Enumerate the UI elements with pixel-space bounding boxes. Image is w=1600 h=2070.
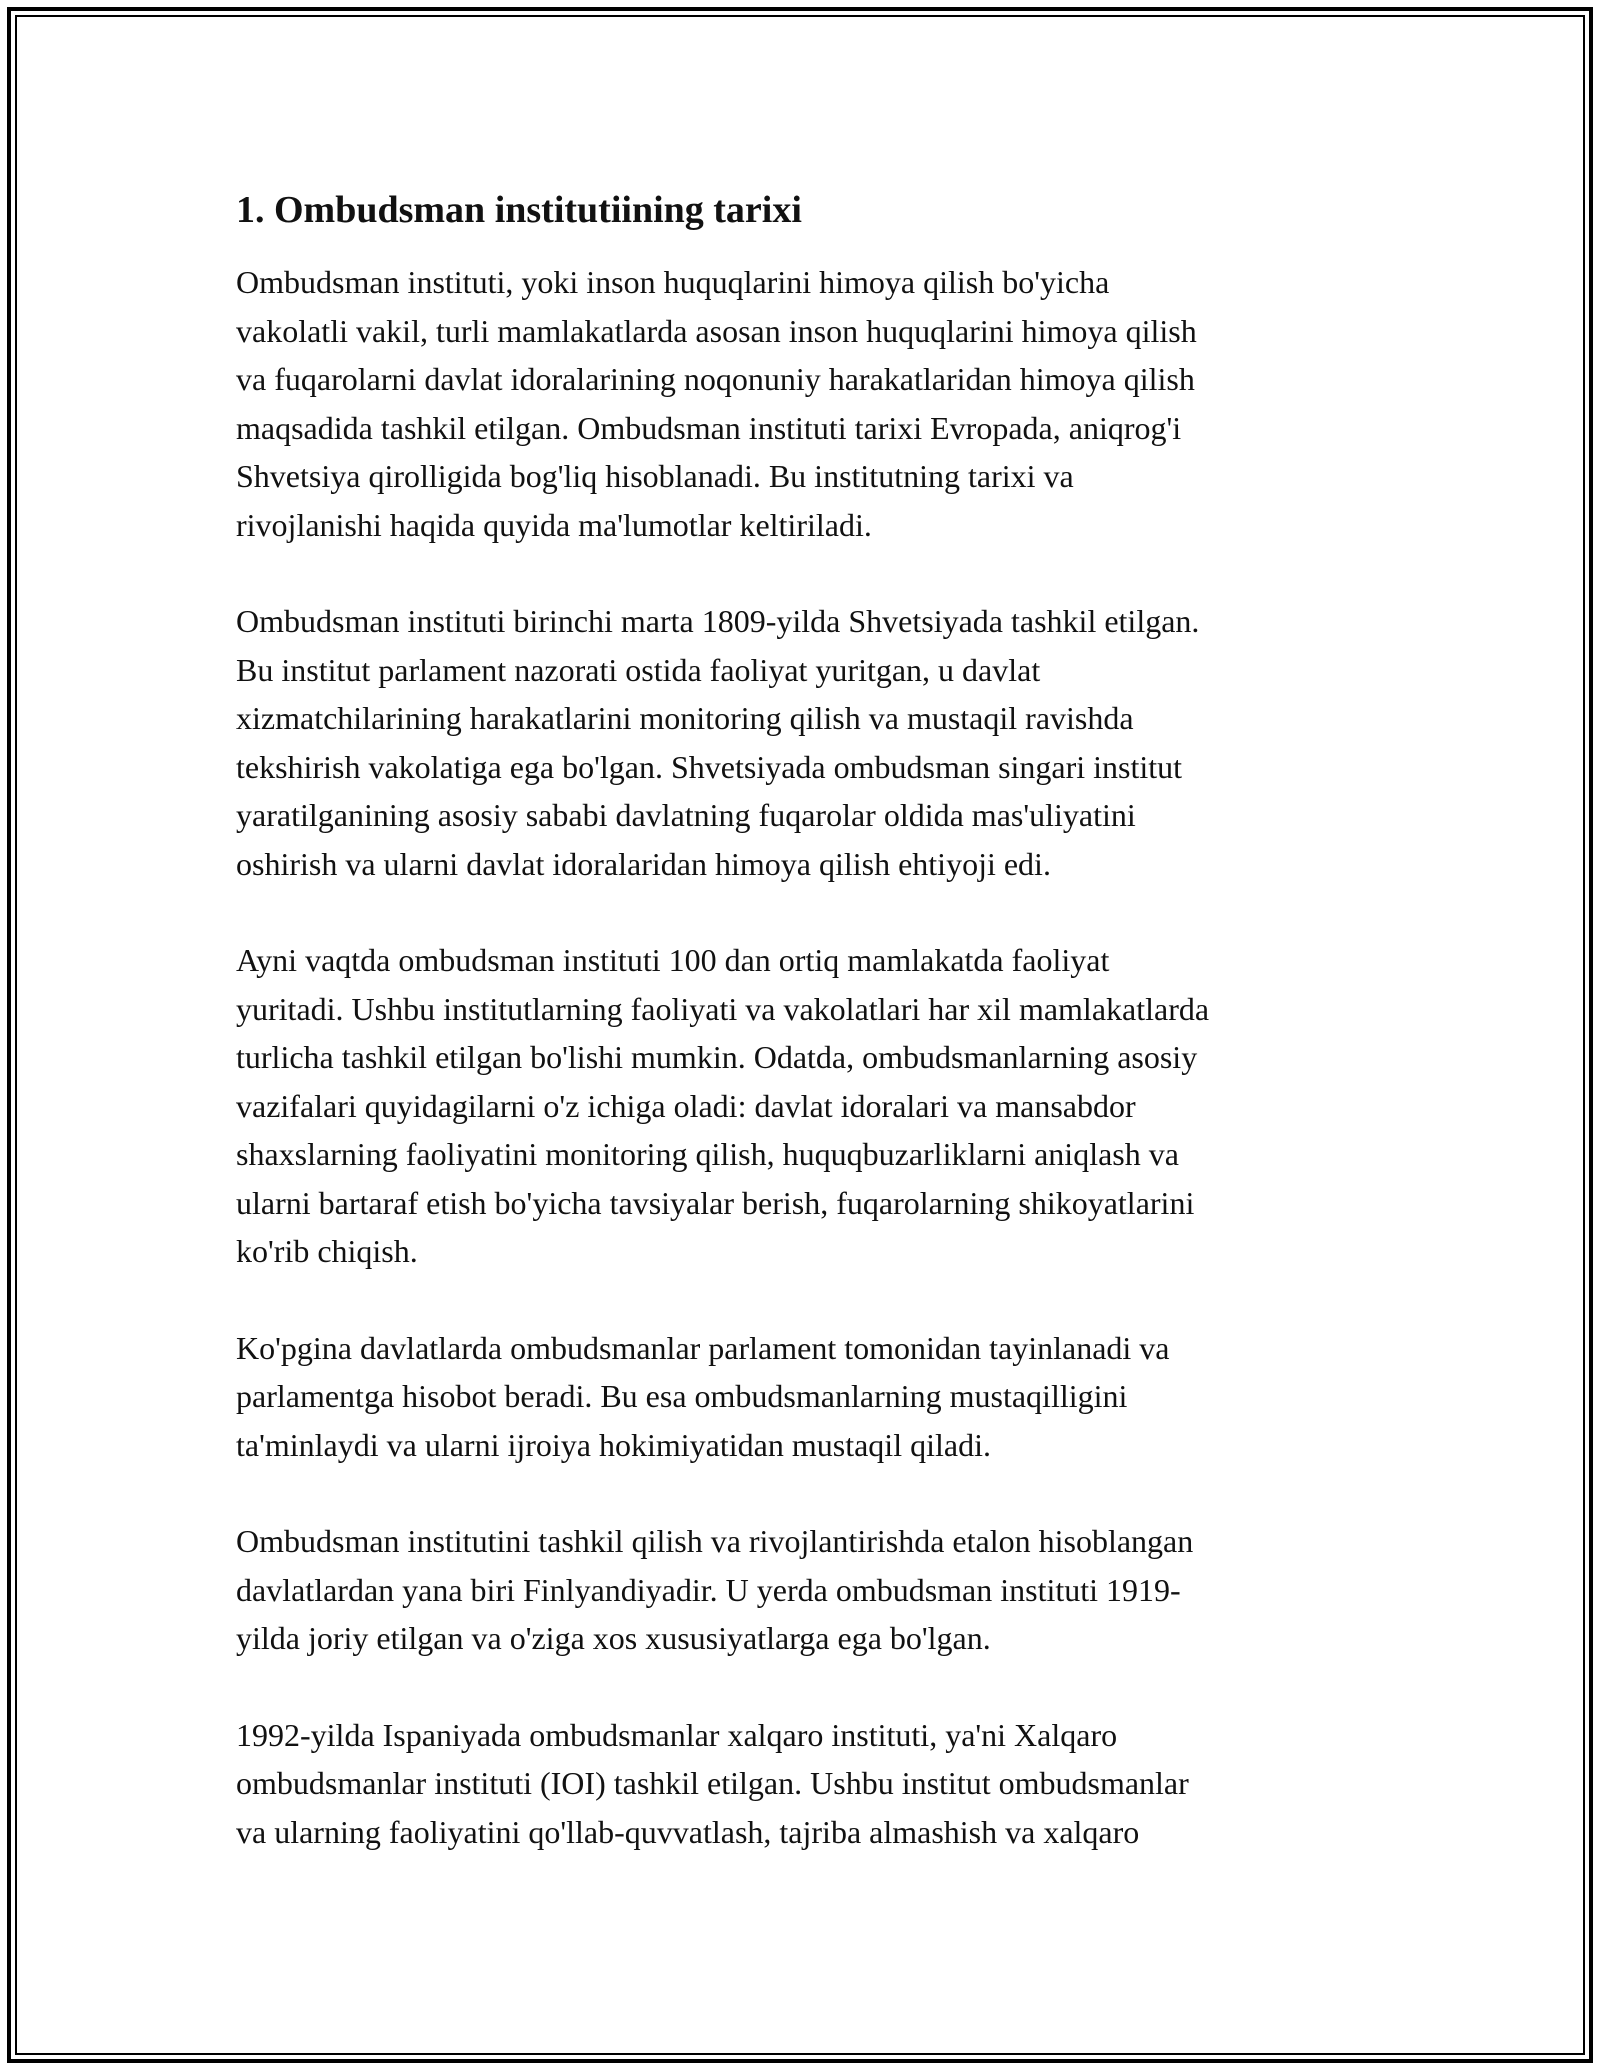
paragraph-line: rivojlanishi haqida quyida ma'lumotlar keltiriladi. bbox=[236, 506, 872, 543]
paragraph-line: davlatlardan yana biri Finlyandiyadir. U yerda ombudsman instituti 1919- bbox=[236, 1571, 1181, 1608]
paragraph-line: shaxslarning faoliyatini monitoring qilish, huquqbuzarliklarni aniqlash va bbox=[236, 1136, 1179, 1172]
paragraph-line: yilda joriy etilgan va o'ziga xos xususiyatlarga ega bo'lgan. bbox=[236, 1620, 991, 1656]
paragraph-line: Bu institut parlament nazorati ostida faoliyat yuritgan, u davlat bbox=[236, 651, 1041, 688]
paragraph-line: Shvetsiya qirolligida bog'liq hisoblanadi. Bu institutning tarixi va bbox=[236, 458, 1074, 494]
paragraph-line: Ombudsman instituti, yoki inson huquqlarini himoya qilish bo'yicha bbox=[236, 264, 1110, 300]
paragraph-current-functions bbox=[236, 936, 1366, 1276]
paragraph-line: yuritadi. Ushbu institutlarning faoliyati va vakolatlari har xil mamlakatlarda bbox=[236, 990, 1210, 1027]
paragraph-line: Ko'pgina davlatlarda ombudsmanlar parlament tomonidan tayinlanadi va bbox=[236, 1329, 1170, 1366]
paragraph-line: ularni bartaraf etish bo'yicha tavsiyalar berish, fuqarolarning shikoyatlarini bbox=[236, 1184, 1195, 1221]
paragraph-parliament-appointment bbox=[236, 1324, 1366, 1470]
paragraph-line: ta'minlaydi va ularni ijroiya hokimiyatidan mustaqil qiladi. bbox=[236, 1426, 991, 1463]
paragraph-line: turlicha tashkil etilgan bo'lishi mumkin. Odatda, ombudsmanlarning asosiy bbox=[236, 1039, 1198, 1075]
paragraph-line: ombudsmanlar instituti (IOI) tashkil etilgan. Ushbu institut ombudsmanlar bbox=[236, 1765, 1189, 1801]
paragraph-finland bbox=[236, 1517, 1366, 1663]
paragraph-line: va ularning faoliyatini qo'llab-quvvatlash, tajriba almashish va xalqaro bbox=[236, 1813, 1140, 1850]
paragraph-line: Ayni vaqtda ombudsman instituti 100 dan ortiq mamlakatda faoliyat bbox=[236, 942, 1110, 978]
paragraph-line: tekshirish vakolatiga ega bo'lgan. Shvetsiyada ombudsman singari institut bbox=[236, 748, 1183, 785]
paragraph-line: va fuqarolarni davlat idoralarining noqonuniy harakatlaridan himoya qilish bbox=[236, 361, 1195, 397]
paragraph-history-intro bbox=[236, 258, 1366, 549]
paragraph-line: parlamentga hisobot beradi. Bu esa ombudsmanlarning mustaqilligini bbox=[236, 1378, 1128, 1414]
page-title: 1. Ombudsman institutiining tarixi bbox=[236, 189, 802, 231]
paragraph-line: yaratilganining asosiy sababi davlatning fuqarolar oldida mas'uliyatini bbox=[236, 797, 1136, 833]
paragraph-line: vakolatli vakil, turli mamlakatlarda asosan inson huquqlarini himoya qilish bbox=[236, 312, 1197, 349]
paragraph-line: Ombudsman instituti birinchi marta 1809-yilda Shvetsiyada tashkil etilgan. bbox=[236, 603, 1200, 639]
paragraph-line: 1992-yilda Ispaniyada ombudsmanlar xalqaro instituti, ya'ni Xalqaro bbox=[236, 1716, 1118, 1753]
paragraph-sweden-origin bbox=[236, 597, 1366, 888]
paragraph-line: ko'rib chiqish. bbox=[236, 1233, 418, 1269]
paragraph-line: Ombudsman institutini tashkil qilish va rivojlantirishda etalon hisoblangan bbox=[236, 1523, 1194, 1559]
paragraph-line: xizmatchilarining harakatlarini monitoring qilish va mustaqil ravishda bbox=[236, 700, 1134, 736]
paragraph-line: oshirish va ularni davlat idoralaridan himoya qilish ehtiyoji edi. bbox=[236, 845, 1051, 882]
document-body bbox=[236, 186, 1366, 1856]
paragraph-line: vazifalari quyidagilarni o'z ichiga oladi: davlat idoralari va mansabdor bbox=[236, 1087, 1136, 1124]
paragraph-international-institute bbox=[236, 1711, 1366, 1857]
paragraph-line: maqsadida tashkil etilgan. Ombudsman instituti tarixi Evropada, aniqrog'i bbox=[236, 409, 1182, 446]
